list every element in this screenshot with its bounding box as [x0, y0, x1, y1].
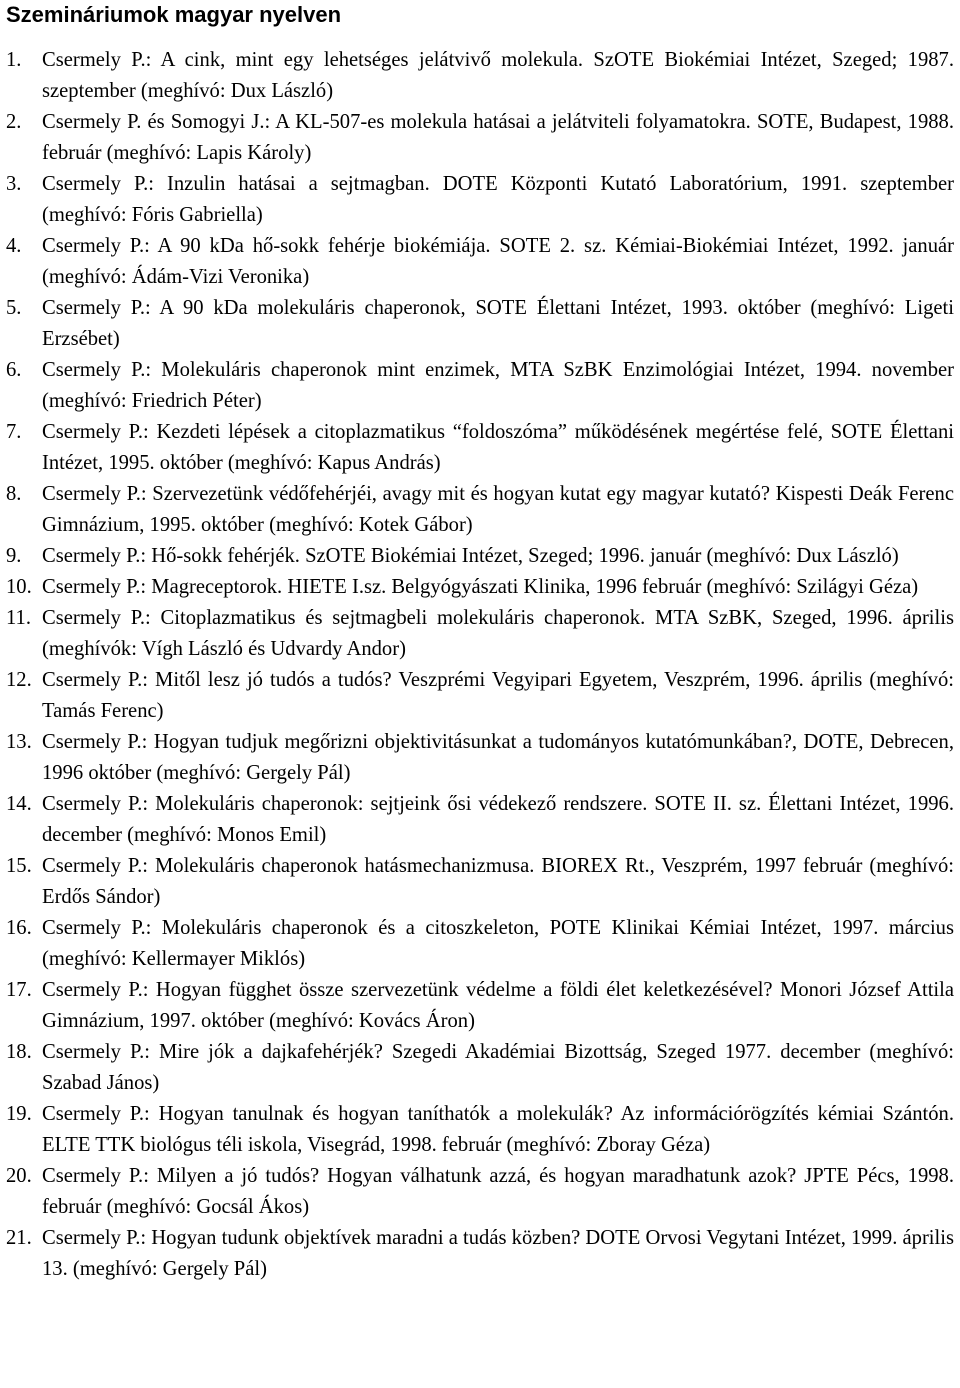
item-text: Csermely P.: A 90 kDa hő-sokk fehérje biokémiája. SOTE 2. sz. Kémiai-Biokémiai Intézet, 1992. január (meghívó: Ádám-Vizi Veronika) [42, 235, 954, 288]
item-text: Csermely P.: Molekuláris chaperonok és a citoszkeleton, POTE Klinikai Kémiai Intézet, 1997. március (meghívó: Kellermayer Miklós) [42, 917, 954, 970]
list-item [6, 665, 954, 727]
list-item [6, 293, 954, 355]
item-number: 16. [6, 917, 32, 939]
list-item [6, 851, 954, 913]
item-text: Csermely P.: Citoplazmatikus és sejtmagbeli molekuláris chaperonok. MTA SzBK, Szeged, 1996. április (meghívók: Vígh László és Udvardy Andor) [42, 607, 954, 660]
item-text: Csermely P.: Magreceptorok. HIETE I.sz. Belgyógyászati Klinika, 1996 február (meghívó: Szilágyi Géza) [42, 576, 919, 598]
list-item [6, 975, 954, 1037]
item-text: Csermely P.: Hogyan tudunk objektívek maradni a tudás közben? DOTE Orvosi Vegytani Intézet, 1999. április 13. (meghívó: Gergely Pál) [42, 1227, 954, 1280]
item-text: Csermely P.: A cink, mint egy lehetséges jelátvivő molekula. SzOTE Biokémiai Intézet, Szeged; 1987. szeptember (meghívó: Dux László) [42, 49, 954, 102]
list-item [6, 417, 954, 479]
item-number: 21. [6, 1227, 32, 1249]
item-text: Csermely P.: Hogyan tanulnak és hogyan taníthatók a molekulák? Az információrögzítés kémiai Szántón. ELTE TTK biológus téli iskola, Visegrád, 1998. február (meghívó: Zboray Géza) [42, 1103, 954, 1156]
item-text: Csermely P.: Hő-sokk fehérjék. SzOTE Biokémiai Intézet, Szeged; 1996. január (meghívó: Dux László) [42, 545, 899, 567]
list-item [6, 45, 954, 107]
list-item [6, 1037, 954, 1099]
item-number: 20. [6, 1165, 32, 1187]
item-number: 14. [6, 793, 32, 815]
item-text: Csermely P.: Milyen a jó tudós? Hogyan válhatunk azzá, és hogyan maradhatunk azok? JPTE Pécs, 1998. február (meghívó: Gocsál Ákos) [42, 1165, 954, 1218]
list-item [6, 1161, 954, 1223]
item-number: 7. [6, 421, 22, 443]
item-text: Csermely P.: Molekuláris chaperonok: sejtjeink ősi védekező rendszere. SOTE II. sz. Élettani Intézet, 1996. december (meghívó: Monos Emil) [42, 793, 954, 846]
list-item [6, 727, 954, 789]
list-item [6, 603, 954, 665]
list-item [6, 789, 954, 851]
list-item [6, 231, 954, 293]
list-item [6, 572, 954, 603]
list-item [6, 107, 954, 169]
list-item [6, 541, 954, 572]
item-text: Csermely P.: Hogyan tudjuk megőrizni objektivitásunkat a tudományos kutatómunkában?, DOTE, Debrecen, 1996 október (meghívó: Gergely Pál) [42, 731, 954, 784]
item-number: 11. [6, 607, 31, 629]
item-text: Csermely P.: Molekuláris chaperonok hatásmechanizmusa. BIOREX Rt., Veszprém, 1997 február (meghívó: Erdős Sándor) [42, 855, 954, 908]
item-text: Csermely P.: Mire jók a dajkafehérjék? Szegedi Akadémiai Bizottság, Szeged 1977. december (meghívó: Szabad János) [42, 1041, 954, 1094]
item-number: 13. [6, 731, 32, 753]
item-text: Csermely P.: Hogyan függhet össze szervezetünk védelme a földi élet keletkezésével? Monori József Attila Gimnázium, 1997. október (meghívó: Kovács Áron) [42, 979, 954, 1032]
list-item [6, 1223, 954, 1285]
item-number: 17. [6, 979, 32, 1001]
item-number: 18. [6, 1041, 32, 1063]
item-number: 1. [6, 49, 22, 71]
item-number: 2. [6, 111, 22, 133]
item-text: Csermely P.: Kezdeti lépések a citoplazmatikus “foldoszóma” működésének megértése felé, SOTE Élettani Intézet, 1995. október (meghívó: Kapus András) [42, 421, 954, 474]
item-text: Csermely P.: A 90 kDa molekuláris chaperonok, SOTE Élettani Intézet, 1993. október (meghívó: Ligeti Erzsébet) [42, 297, 954, 350]
item-text: Csermely P.: Mitől lesz jó tudós a tudós? Veszprémi Vegyipari Egyetem, Veszprém, 1996. április (meghívó: Tamás Ferenc) [42, 669, 954, 722]
item-text: Csermely P.: Szervezetünk védőfehérjéi, avagy mit és hogyan kutat egy magyar kutató? Kispesti Deák Ferenc Gimnázium, 1995. október (meghívó: Kotek Gábor) [42, 483, 954, 536]
item-number: 5. [6, 297, 22, 319]
list-item [6, 355, 954, 417]
item-number: 9. [6, 545, 22, 567]
item-number: 12. [6, 669, 32, 691]
list-item [6, 1099, 954, 1161]
item-text: Csermely P.: Inzulin hatásai a sejtmagban. DOTE Központi Kutató Laboratórium, 1991. szeptember (meghívó: Fóris Gabriella) [42, 173, 954, 226]
item-number: 10. [6, 576, 32, 598]
item-number: 8. [6, 483, 22, 505]
page-title: Szemináriumok magyar nyelven [6, 2, 342, 27]
item-number: 15. [6, 855, 32, 877]
item-number: 4. [6, 235, 22, 257]
item-number: 3. [6, 173, 22, 195]
seminar-list [6, 45, 954, 1285]
list-item [6, 479, 954, 541]
list-item [6, 169, 954, 231]
list-item [6, 913, 954, 975]
item-number: 6. [6, 359, 22, 381]
item-text: Csermely P.: Molekuláris chaperonok mint enzimek, MTA SzBK Enzimológiai Intézet, 1994. november (meghívó: Friedrich Péter) [42, 359, 954, 412]
item-text: Csermely P. és Somogyi J.: A KL-507-es molekula hatásai a jelátviteli folyamatokra. SOTE, Budapest, 1988. február (meghívó: Lapis Károly) [42, 111, 954, 164]
item-number: 19. [6, 1103, 32, 1125]
